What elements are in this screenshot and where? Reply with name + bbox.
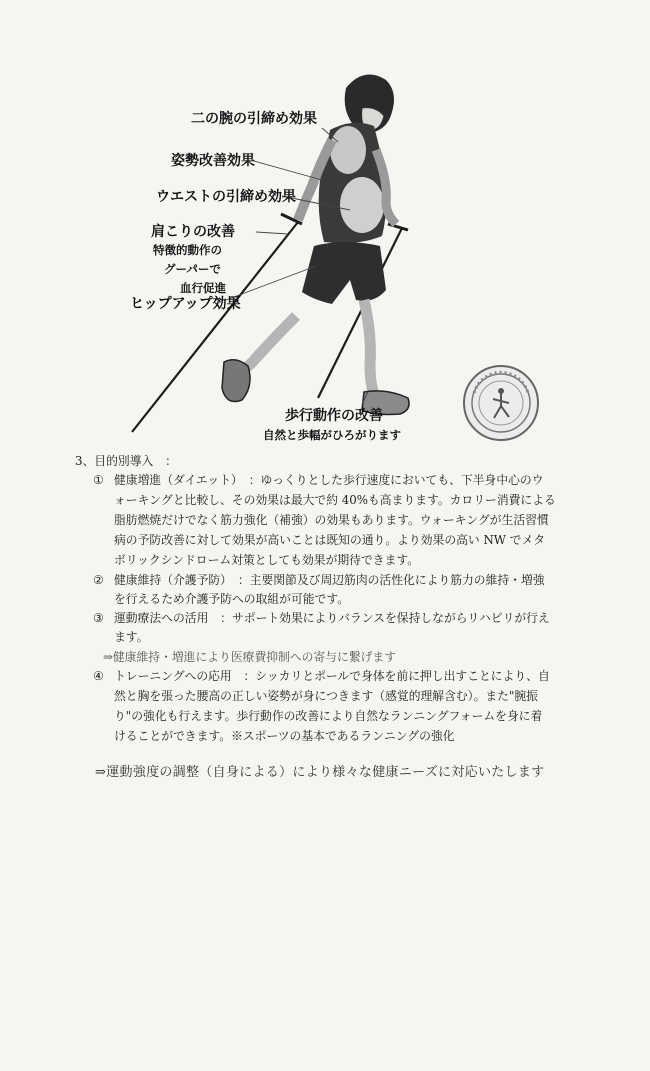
item-line: 健康増進（ダイエット） ：ゆっくりとした歩行速度においても、下半身中心のウ	[114, 473, 544, 487]
label-hipup: ヒップアップ効果	[130, 296, 241, 312]
item-line: 運動療法への活用 ：サポート効果によりバランスを保持しながらリハビリが行え	[114, 611, 550, 625]
upper-arm-highlight	[330, 126, 366, 174]
item-line: 脂肪燃焼だけでなく筋力強化（補強）の効果もあります。ウォーキングが生活習慣	[114, 513, 549, 527]
item-number: ④	[93, 669, 104, 683]
item-line: ます。	[114, 630, 149, 644]
waist-highlight	[340, 177, 384, 233]
label-biceps: 二の腕の引締め効果	[191, 111, 317, 127]
item-line: 健康維持（介護予防） ：主要関節及び周辺筋肉の活性化により筋力の維持・増強	[114, 573, 545, 587]
summary-note: ⇒運動強度の調整（自身による）により様々な健康ニーズに対応いたします	[95, 765, 545, 780]
label-shoulder-note1: 特徴的動作の	[153, 243, 222, 257]
item-number: ①	[93, 473, 104, 487]
label-waist: ウエストの引締め効果	[156, 189, 296, 205]
item-line: 然と胸を張った腰高の正しい姿勢が身につきます（感覚的理解含む）。また"腕振	[114, 689, 538, 703]
item-line: ボリックシンドローム対策としても効果が期待できます。	[114, 553, 420, 567]
item-line: り"の強化も行えます。歩行動作の改善により自然なランニングフォームを身に着	[114, 709, 543, 723]
association-seal	[464, 366, 538, 440]
label-shoulder: 肩こりの改善	[151, 224, 235, 240]
label-posture: 姿勢改善効果	[171, 153, 255, 169]
section-heading: 3、目的別導入 ：	[75, 454, 177, 468]
label-shoulder-note2: グーパーで	[164, 262, 221, 276]
item-number: ②	[93, 573, 104, 587]
item-line: トレーニングへの応用 ：シッカリとポールで身体を前に押し出すことにより、自	[114, 669, 550, 683]
item-number: ③	[93, 611, 104, 625]
nordic-walking-illustration	[0, 0, 650, 450]
item-line: 病の予防改善に対して効果が高いことは既知の通り。より効果の高い NW でメタ	[114, 533, 546, 547]
item-line: を行えるため介護予防への取組が可能です。	[114, 592, 349, 606]
label-gait-note: 自然と歩幅がひろがります	[263, 428, 401, 442]
arrow-note: ⇒健康維持・増進により医療費抑制への寄与に繋げます	[103, 650, 397, 664]
item-line: ォーキングと比較し、その効果は最大で約 40%も高まります。カロリー消費による	[114, 493, 556, 507]
label-shoulder-note3: 血行促進	[180, 281, 226, 295]
label-gait: 歩行動作の改善	[285, 408, 383, 424]
item-line: けることができます。※スポーツの基本であるランニングの強化	[114, 729, 455, 743]
